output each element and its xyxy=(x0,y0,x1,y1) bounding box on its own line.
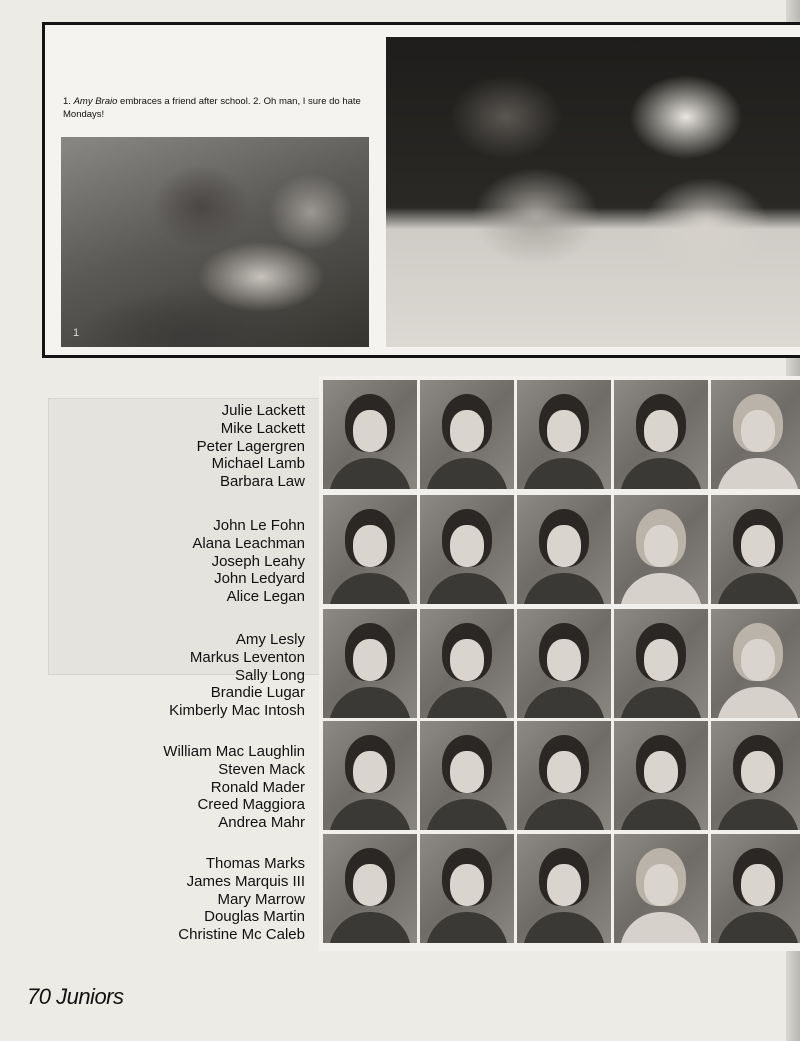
name-group-3 xyxy=(100,631,305,720)
portrait-body xyxy=(620,573,702,604)
student-portrait xyxy=(711,495,800,604)
student-name: John Ledyard xyxy=(214,570,305,588)
portrait-body xyxy=(426,573,508,604)
portrait-body xyxy=(523,912,605,943)
student-portrait xyxy=(420,495,514,604)
portrait-body xyxy=(329,912,411,943)
photo1-number: 1 xyxy=(73,327,80,339)
student-portrait xyxy=(614,609,708,718)
student-name: Steven Mack xyxy=(218,760,305,778)
portrait-body xyxy=(523,458,605,489)
student-name: Sally Long xyxy=(234,666,305,684)
portrait-face xyxy=(741,525,775,567)
student-portrait xyxy=(517,495,611,604)
student-portrait xyxy=(517,380,611,489)
portrait-face xyxy=(547,864,581,906)
portrait-body xyxy=(717,687,799,718)
student-name: Barbara Law xyxy=(219,473,305,491)
portrait-face xyxy=(450,525,484,567)
portrait-body xyxy=(620,912,702,943)
portrait-body xyxy=(717,573,799,604)
student-portrait xyxy=(323,609,417,718)
student-portrait xyxy=(711,380,800,489)
portrait-face xyxy=(450,864,484,906)
student-name: Alice Legan xyxy=(226,588,305,606)
student-portrait xyxy=(711,609,800,718)
student-name: Amy Lesly xyxy=(235,631,305,648)
student-name: Mary Marrow xyxy=(217,890,305,908)
portrait-body xyxy=(523,799,605,830)
photo-mondays xyxy=(386,37,800,347)
student-name: Ronald Mader xyxy=(210,778,305,796)
student-name: William Mac Laughlin xyxy=(163,743,305,760)
portrait-body xyxy=(620,687,702,718)
portrait-body xyxy=(717,912,799,943)
portrait-face xyxy=(450,639,484,681)
student-portrait xyxy=(420,721,514,830)
portrait-body xyxy=(717,458,799,489)
portrait-body xyxy=(426,687,508,718)
photo-frame xyxy=(42,22,800,358)
student-portrait xyxy=(420,834,514,943)
student-portrait xyxy=(323,834,417,943)
student-name: Thomas Marks xyxy=(205,855,305,872)
student-name: Markus Leventon xyxy=(189,648,305,666)
student-portrait xyxy=(323,380,417,489)
portrait-body xyxy=(329,687,411,718)
student-name: Brandie Lugar xyxy=(210,684,305,702)
portrait-face xyxy=(547,410,581,452)
portrait-body xyxy=(620,458,702,489)
portrait-grid xyxy=(319,376,800,951)
student-portrait xyxy=(323,721,417,830)
portrait-face xyxy=(353,639,387,681)
portrait-face xyxy=(547,751,581,793)
portrait-face xyxy=(450,410,484,452)
student-name: Julie Lackett xyxy=(221,402,305,419)
caption-name: Amy Braio xyxy=(73,96,118,107)
photo-embrace xyxy=(61,137,369,347)
student-name: Alana Leachman xyxy=(192,534,305,552)
name-group-4 xyxy=(100,743,305,832)
portrait-face xyxy=(644,525,678,567)
student-portrait xyxy=(420,609,514,718)
caption-text: embraces a friend after school. 2. Oh man, I sure do hate Mondays! xyxy=(63,96,361,120)
student-name: James Marquis III xyxy=(186,872,305,890)
student-portrait xyxy=(517,609,611,718)
student-name: Joseph Leahy xyxy=(211,552,305,570)
student-portrait xyxy=(711,834,800,943)
portrait-face xyxy=(644,751,678,793)
photo-caption xyxy=(63,95,368,121)
portrait-face xyxy=(353,751,387,793)
name-group-2 xyxy=(100,517,305,606)
student-portrait xyxy=(614,380,708,489)
student-portrait xyxy=(420,380,514,489)
student-name: Andrea Mahr xyxy=(218,814,305,832)
portrait-face xyxy=(450,751,484,793)
student-name: Kimberly Mac Intosh xyxy=(169,702,305,720)
portrait-face xyxy=(353,525,387,567)
student-name: John Le Fohn xyxy=(213,517,305,534)
portrait-body xyxy=(523,687,605,718)
portrait-body xyxy=(426,458,508,489)
portrait-face xyxy=(644,639,678,681)
student-portrait xyxy=(614,495,708,604)
portrait-body xyxy=(523,573,605,604)
portrait-face xyxy=(741,639,775,681)
student-portrait xyxy=(711,721,800,830)
student-portrait xyxy=(614,834,708,943)
student-portrait xyxy=(517,834,611,943)
student-name: Creed Maggiora xyxy=(197,796,305,814)
page-folio: 70 Juniors xyxy=(27,984,124,1009)
portrait-body xyxy=(426,799,508,830)
portrait-face xyxy=(741,410,775,452)
portrait-body xyxy=(329,573,411,604)
student-name: Michael Lamb xyxy=(211,455,305,473)
portrait-face xyxy=(644,864,678,906)
student-name: Peter Lagergren xyxy=(196,437,305,455)
portrait-body xyxy=(717,799,799,830)
portrait-body xyxy=(329,799,411,830)
name-group-5 xyxy=(100,855,305,944)
portrait-face xyxy=(353,410,387,452)
name-group-1 xyxy=(100,402,305,491)
student-name: Christine Mc Caleb xyxy=(178,926,305,944)
student-name: Mike Lackett xyxy=(220,419,305,437)
student-portrait xyxy=(614,721,708,830)
portrait-face xyxy=(644,410,678,452)
portrait-face xyxy=(547,639,581,681)
portrait-face xyxy=(353,864,387,906)
student-portrait xyxy=(517,721,611,830)
portrait-body xyxy=(620,799,702,830)
portrait-face xyxy=(741,864,775,906)
portrait-face xyxy=(741,751,775,793)
portrait-body xyxy=(426,912,508,943)
student-portrait xyxy=(323,495,417,604)
student-name: Douglas Martin xyxy=(204,908,305,926)
caption-number: 1. xyxy=(63,96,74,107)
portrait-face xyxy=(547,525,581,567)
portrait-body xyxy=(329,458,411,489)
